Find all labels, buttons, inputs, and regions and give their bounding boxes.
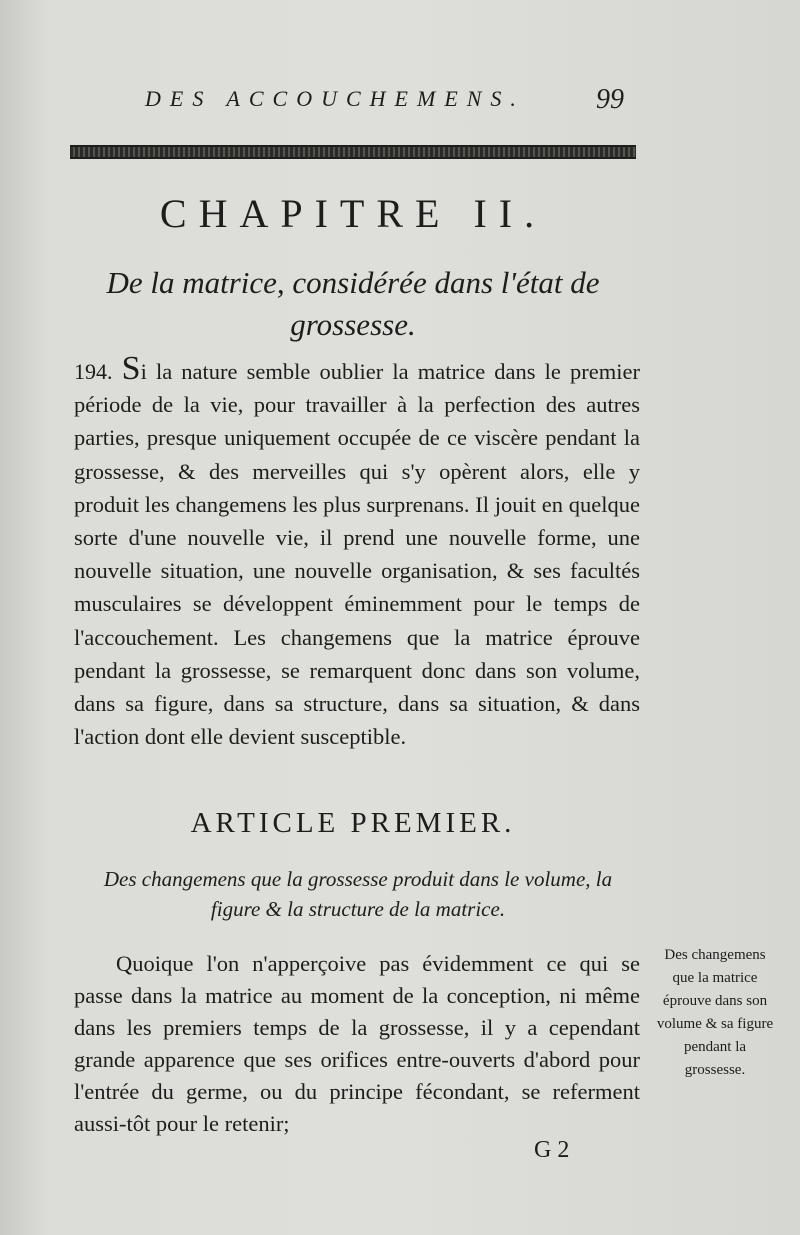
chapter-title: CHAPITRE II.	[159, 191, 547, 236]
paragraph-194	[74, 350, 641, 753]
drop-capital: S	[121, 350, 141, 387]
paragraph-number: 194.	[74, 359, 113, 384]
page-number: 99	[596, 84, 624, 115]
article-subtitle: Des changemens que la grossesse produit dans le volume, la figure & la structure de la matrice.	[103, 867, 613, 921]
chapter-subtitle: De la matrice, considérée dans l'état de grossesse.	[106, 265, 600, 342]
marginal-note: Des changemens que la matrice éprouve dans son volume & sa figure pendant la grossesse.	[656, 947, 774, 1078]
running-title: DES ACCOUCHEMENS.	[145, 86, 525, 111]
ornamental-rule	[70, 145, 636, 159]
article-title: ARTICLE PREMIER.	[190, 807, 516, 839]
paragraph-article-1: Quoique l'on n'apperçoive pas évidemment ce qui se passe dans la matrice au moment de la conception, ni même dans les premiers temps de la grossesse, il y a cependant grande apparence que ses orifices entre-ouverts d'abord pour l'entrée du germe, ou du principe fécondant, se referment aussi-tôt pour le retenir;	[74, 951, 640, 1136]
paragraph-194-text: i la nature semble oublier la matrice dans le premier période de la vie, pour travailler à la perfection des autres parties, presque uniquement occupée de ce viscère pendant la grossesse, & des merveilles qui s'y opèrent alors, elle y produit les changemens les plus surprenans. Il jouit en quelque sorte d'une nouvelle vie, il prend une nouvelle forme, une nouvelle situation, une nouvelle organisation, & ses facultés musculaires se développent éminemment pour le temps de l'accouchement. Les changemens que la matrice éprouve pendant la grossesse, se remarquent donc dans son volume, dans sa figure, dans sa structure, dans sa situation, & dans l'action dont elle devient susceptible.	[74, 359, 641, 750]
signature-mark: G 2	[534, 1137, 570, 1163]
